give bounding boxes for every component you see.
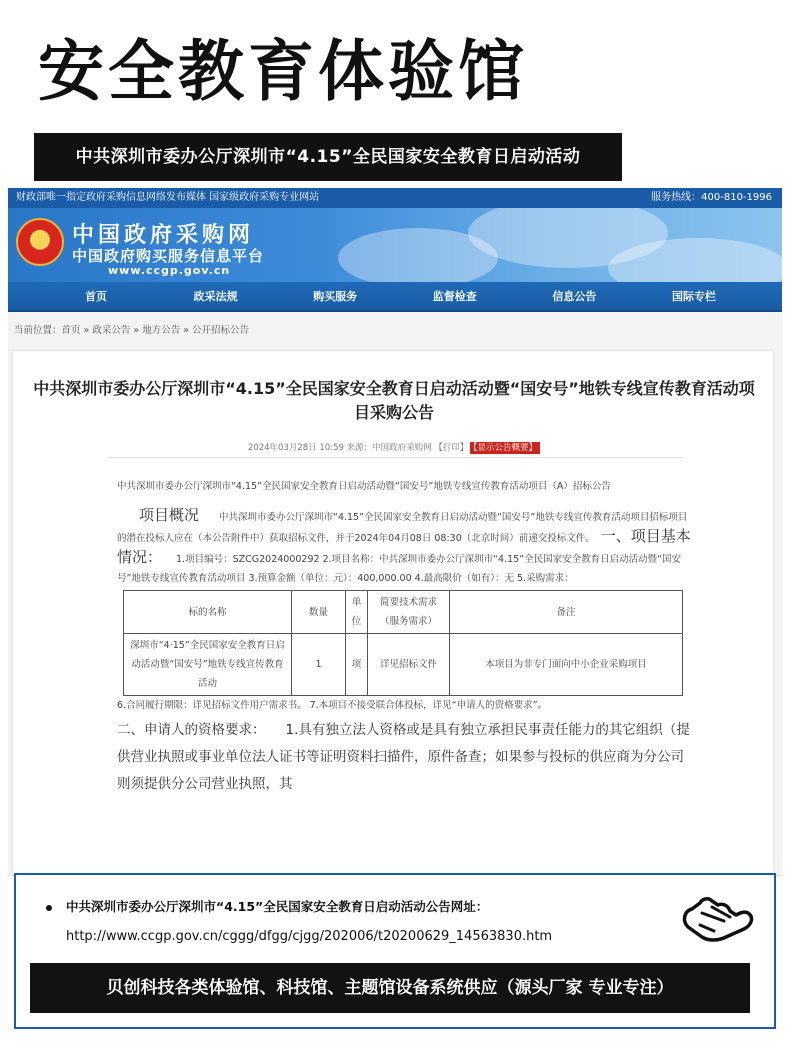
site-brand-subtitle: 中国政府购买服务信息平台 xyxy=(72,247,265,265)
show-summary-button[interactable]: 【显示公告概要】 xyxy=(470,442,540,454)
nav-item-supervision[interactable]: 监督检查 xyxy=(432,290,477,303)
table-header: 备注 xyxy=(450,591,683,634)
site-brand-name: 中国政府采购网 xyxy=(72,223,255,248)
site-top-strip xyxy=(8,188,782,208)
procurement-site-screenshot xyxy=(8,188,782,876)
article-meta xyxy=(13,441,775,453)
nav-item-international[interactable]: 国际专栏 xyxy=(671,290,716,303)
after-table-text: 6.合同履行期限：详见招标文件用户需求书。 7.本项目不接受联合体投标，详见“申请人的资格要求”。 xyxy=(117,700,547,711)
announcement-url-link[interactable]: http://www.ccgp.gov.cn/cggg/dfgg/cjgg/202006/t20200629_14563830.htm xyxy=(66,929,553,944)
table-header: 简要技术需求（服务需求） xyxy=(368,591,450,634)
table-cell: 深圳市“4·15”全民国家安全教育日启动活动暨“国安号”地铁专线宣传教育活动 xyxy=(124,634,292,696)
requirements-table xyxy=(123,590,683,696)
nav-item-announcements[interactable]: 信息公告 xyxy=(552,290,597,303)
nav-item-purchase-services[interactable]: 购买服务 xyxy=(313,290,358,303)
table-cell: 项 xyxy=(346,634,368,696)
article-intro: 中共深圳市委办公厅深圳市“4.15”全民国家安全教育日启动活动暨“国安号”地铁专线宣传教育活动项目（A）招标公告 xyxy=(117,481,611,492)
site-nav xyxy=(8,282,782,312)
qualification-heading: 二、申请人的资格要求： xyxy=(117,722,266,738)
table-header-row xyxy=(124,591,683,634)
article-meta-text: 2024年03月28日 10:59 来源：中国政府采购网 【打印】 xyxy=(247,443,469,453)
national-emblem-icon xyxy=(16,218,64,266)
qualification-text: 1.具有独立法人资格或是具有独立承担民事责任能力的其它组织（提供营业执照或事业单位法人证书等证明资料扫描件，原件备查；如果参与投标的供应商为分公司则须提供分公司营业执照，其 xyxy=(117,722,690,792)
link-label: 中共深圳市委办公厅深圳市“4.15”全民国家安全教育日启动活动公告网址： xyxy=(66,899,489,914)
basic-info-text: 1.项目编号：SZCG2024000292 2.项目名称：中共深圳市委办公厅深圳市“4.15”全民国家安全教育日启动活动暨“国安号”地铁专线宣传教育活动项目 3.预算金额（单位：元）：400,000.00 4.最高限价（如有）：无 5.采购需求： xyxy=(117,554,682,584)
contract-terms-text xyxy=(117,696,693,715)
pointing-hand-icon xyxy=(678,891,758,951)
qualification-section xyxy=(117,717,693,798)
table-header: 数量 xyxy=(292,591,346,634)
table-cell: 1 xyxy=(292,634,346,696)
site-hotline: 服务热线：400-810-1996 xyxy=(651,192,772,203)
table-cell: 本项目为非专门面向中小企业采购项目 xyxy=(450,634,683,696)
article-divider xyxy=(107,457,683,458)
overview-heading: 项目概况 xyxy=(139,506,200,524)
site-tagline: 财政部唯一指定政府采购信息网络发布媒体 国家级政府采购专业网站 xyxy=(16,192,320,203)
breadcrumb: 当前位置：首页 » 政采公告 » 地方公告 » 公开招标公告 xyxy=(14,325,250,336)
basic-info-heading: 一、项目基本情况： xyxy=(117,527,691,566)
bullet-icon xyxy=(46,905,52,911)
hero-title: 安全教育体验馆 xyxy=(38,33,528,110)
table-header: 单位 xyxy=(346,591,368,634)
table-cell: 详见招标文件 xyxy=(368,634,450,696)
sub-banner: 中共深圳市委办公厅深圳市“4.15”全民国家安全教育日启动活动 xyxy=(34,133,622,181)
announcement-article xyxy=(12,350,774,876)
article-body xyxy=(117,477,693,798)
overview-text: 中共深圳市委办公厅深圳市“4.15”全民国家安全教育日启动活动暨“国安号”地铁专线宣传教育活动项目招标项目的潜在投标人应在（本公告附件中）获取招标文件，并于2024年04月08日 08:30（北京时间）前递交投标文件。 xyxy=(117,512,688,544)
table-header: 标的名称 xyxy=(124,591,292,634)
article-title: 中共深圳市委办公厅深圳市“4.15”全民国家安全教育日启动活动暨“国安号”地铁专线宣传教育活动项目采购公告 xyxy=(33,379,755,422)
announcement-link-box xyxy=(14,873,776,1029)
supplier-banner: 贝创科技各类体验馆、科技馆、主题馆设备系统供应（源头厂家 专业专注） xyxy=(30,963,750,1013)
table-row xyxy=(124,634,683,696)
nav-item-regulations[interactable]: 政采法规 xyxy=(193,290,238,303)
site-masthead xyxy=(8,208,782,282)
site-brand-url: www.ccgp.gov.cn xyxy=(108,264,231,277)
nav-item-home[interactable]: 首页 xyxy=(85,290,107,303)
